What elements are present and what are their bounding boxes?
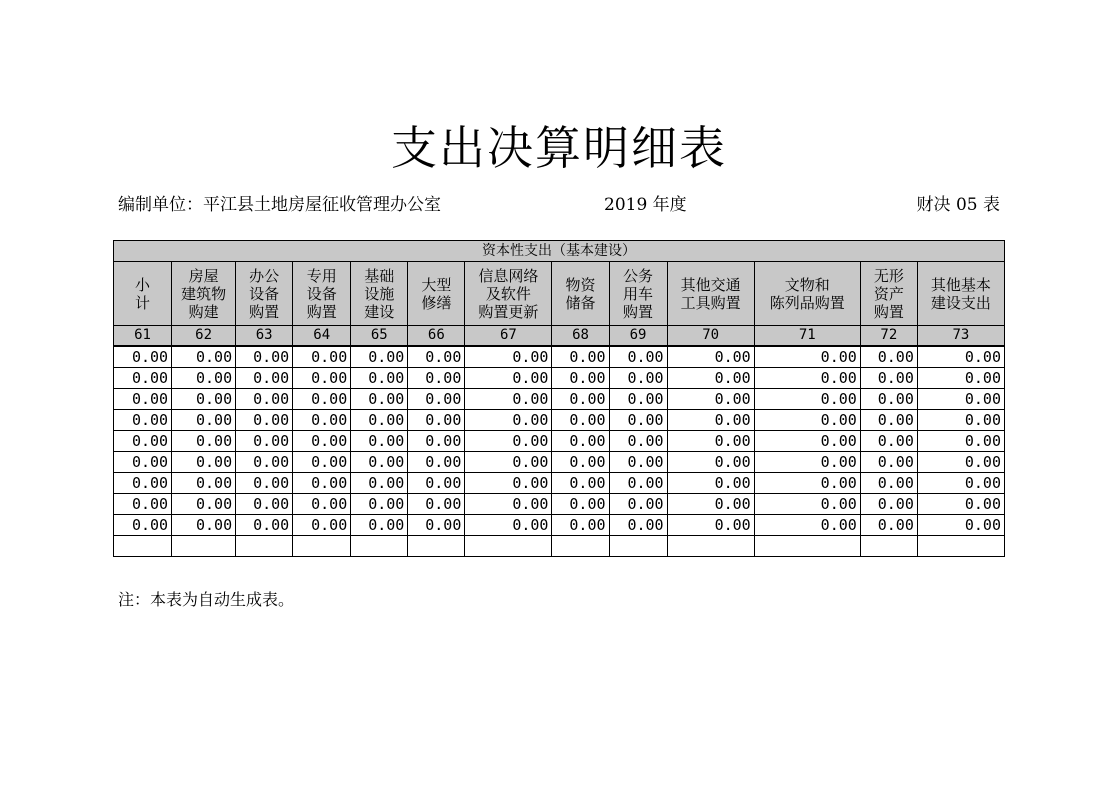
table-cell: 0.00 (293, 410, 351, 431)
table-cell: 0.00 (552, 452, 609, 473)
table-cell: 0.00 (552, 431, 609, 452)
table-row (114, 431, 1005, 452)
table-cell: 0.00 (172, 494, 236, 515)
table-cell: 0.00 (552, 368, 609, 389)
column-code: 68 (552, 326, 609, 347)
table-cell: 0.00 (293, 368, 351, 389)
table-cell: 0.00 (408, 410, 465, 431)
table-cell: 0.00 (667, 368, 754, 389)
table-cell: 0.00 (860, 473, 917, 494)
table-cell: 0.00 (465, 473, 552, 494)
column-code: 66 (408, 326, 465, 347)
column-code: 61 (114, 326, 172, 347)
table-cell: 0.00 (236, 389, 293, 410)
column-code: 64 (293, 326, 351, 347)
table-cell: 0.00 (351, 346, 408, 368)
table-cell: 0.00 (114, 410, 172, 431)
table-body (114, 346, 1005, 557)
table-cell: 0.00 (351, 473, 408, 494)
column-header: 办公 设备 购置 (236, 262, 293, 326)
table-cell: 0.00 (465, 452, 552, 473)
column-header: 信息网络 及软件 购置更新 (465, 262, 552, 326)
table-cell: 0.00 (293, 389, 351, 410)
table-cell: 0.00 (917, 515, 1004, 536)
table-cell: 0.00 (609, 452, 667, 473)
empty-cell (860, 536, 917, 557)
table-cell: 0.00 (114, 452, 172, 473)
column-header-row (114, 262, 1005, 326)
table-cell: 0.00 (351, 452, 408, 473)
table-cell: 0.00 (236, 410, 293, 431)
column-header: 专用 设备 购置 (293, 262, 351, 326)
table-cell: 0.00 (860, 515, 917, 536)
table-cell: 0.00 (172, 346, 236, 368)
table-cell: 0.00 (667, 410, 754, 431)
table-cell: 0.00 (552, 346, 609, 368)
column-code-row (114, 326, 1005, 347)
table-cell: 0.00 (236, 452, 293, 473)
table-cell: 0.00 (351, 410, 408, 431)
table-cell: 0.00 (408, 389, 465, 410)
table-cell: 0.00 (465, 389, 552, 410)
table-cell: 0.00 (860, 346, 917, 368)
table-cell: 0.00 (465, 346, 552, 368)
group-header: 资本性支出（基本建设） (114, 241, 1005, 262)
column-code: 67 (465, 326, 552, 347)
table-cell: 0.00 (917, 410, 1004, 431)
table-row (114, 410, 1005, 431)
table-cell: 0.00 (465, 431, 552, 452)
table-cell: 0.00 (754, 389, 860, 410)
table-cell: 0.00 (114, 494, 172, 515)
column-header: 物资 储备 (552, 262, 609, 326)
table-cell: 0.00 (172, 473, 236, 494)
table-cell: 0.00 (351, 431, 408, 452)
table-cell: 0.00 (408, 515, 465, 536)
table-cell: 0.00 (609, 515, 667, 536)
column-header: 大型 修缮 (408, 262, 465, 326)
table-cell: 0.00 (351, 389, 408, 410)
empty-row (114, 536, 1005, 557)
table-row (114, 494, 1005, 515)
table-cell: 0.00 (465, 515, 552, 536)
empty-cell (754, 536, 860, 557)
table-row (114, 515, 1005, 536)
table-cell: 0.00 (754, 494, 860, 515)
table-cell: 0.00 (609, 473, 667, 494)
column-header: 小 计 (114, 262, 172, 326)
table-row (114, 452, 1005, 473)
table-cell: 0.00 (465, 494, 552, 515)
column-code: 73 (917, 326, 1004, 347)
table-cell: 0.00 (860, 431, 917, 452)
table-row (114, 389, 1005, 410)
table-cell: 0.00 (860, 494, 917, 515)
table-cell: 0.00 (860, 368, 917, 389)
table-cell: 0.00 (172, 515, 236, 536)
column-header: 其他交通 工具购置 (667, 262, 754, 326)
table-cell: 0.00 (114, 368, 172, 389)
table-cell: 0.00 (236, 494, 293, 515)
table-cell: 0.00 (114, 389, 172, 410)
empty-cell (552, 536, 609, 557)
table-cell: 0.00 (667, 346, 754, 368)
table-cell: 0.00 (754, 410, 860, 431)
expenditure-table (113, 240, 1005, 557)
table-cell: 0.00 (552, 389, 609, 410)
table-cell: 0.00 (172, 410, 236, 431)
column-code: 71 (754, 326, 860, 347)
table-cell: 0.00 (351, 515, 408, 536)
table-cell: 0.00 (408, 346, 465, 368)
table-cell: 0.00 (754, 452, 860, 473)
empty-cell (667, 536, 754, 557)
empty-cell (609, 536, 667, 557)
table-cell: 0.00 (465, 368, 552, 389)
table-cell: 0.00 (667, 473, 754, 494)
table-cell: 0.00 (351, 368, 408, 389)
column-code: 65 (351, 326, 408, 347)
table-cell: 0.00 (917, 389, 1004, 410)
table-cell: 0.00 (552, 494, 609, 515)
table-cell: 0.00 (172, 431, 236, 452)
column-header: 公务 用车 购置 (609, 262, 667, 326)
empty-cell (408, 536, 465, 557)
empty-cell (351, 536, 408, 557)
column-header: 其他基本 建设支出 (917, 262, 1004, 326)
table-cell: 0.00 (172, 452, 236, 473)
table-row (114, 368, 1005, 389)
table-cell: 0.00 (609, 346, 667, 368)
table-cell: 0.00 (860, 389, 917, 410)
table-cell: 0.00 (609, 389, 667, 410)
empty-cell (293, 536, 351, 557)
table-cell: 0.00 (293, 473, 351, 494)
table-cell: 0.00 (114, 431, 172, 452)
table-row (114, 346, 1005, 368)
column-header: 房屋 建筑物 购建 (172, 262, 236, 326)
table-cell: 0.00 (172, 389, 236, 410)
table-cell: 0.00 (351, 494, 408, 515)
table-cell: 0.00 (860, 410, 917, 431)
page-title: 支出决算明细表 (391, 121, 727, 175)
table-cell: 0.00 (917, 346, 1004, 368)
table-cell: 0.00 (114, 346, 172, 368)
table-cell: 0.00 (609, 431, 667, 452)
table-cell: 0.00 (236, 346, 293, 368)
table-row (114, 473, 1005, 494)
table-cell: 0.00 (552, 410, 609, 431)
table-cell: 0.00 (754, 473, 860, 494)
table-cell: 0.00 (917, 431, 1004, 452)
table-cell: 0.00 (408, 368, 465, 389)
empty-cell (917, 536, 1004, 557)
table-cell: 0.00 (114, 515, 172, 536)
table-cell: 0.00 (408, 431, 465, 452)
fiscal-year: 2019 年度 (604, 195, 687, 215)
compiling-unit: 编制单位：平江县土地房屋征收管理办公室 (118, 195, 441, 215)
table-cell: 0.00 (408, 494, 465, 515)
table-cell: 0.00 (293, 346, 351, 368)
table-cell: 0.00 (609, 368, 667, 389)
table-cell: 0.00 (236, 473, 293, 494)
table-cell: 0.00 (293, 452, 351, 473)
form-code: 财决 05 表 (916, 195, 1000, 215)
table-cell: 0.00 (667, 452, 754, 473)
table-cell: 0.00 (293, 515, 351, 536)
column-code: 62 (172, 326, 236, 347)
column-code: 72 (860, 326, 917, 347)
table-cell: 0.00 (667, 431, 754, 452)
table-cell: 0.00 (667, 389, 754, 410)
table-cell: 0.00 (917, 452, 1004, 473)
table-cell: 0.00 (917, 494, 1004, 515)
empty-cell (114, 536, 172, 557)
table-cell: 0.00 (667, 494, 754, 515)
table-cell: 0.00 (754, 515, 860, 536)
column-code: 69 (609, 326, 667, 347)
table-cell: 0.00 (114, 473, 172, 494)
table-cell: 0.00 (552, 473, 609, 494)
table-cell: 0.00 (172, 368, 236, 389)
column-header: 无形 资产 购置 (860, 262, 917, 326)
table-cell: 0.00 (609, 410, 667, 431)
footnote: 注：本表为自动生成表。 (118, 590, 295, 609)
empty-cell (172, 536, 236, 557)
table-cell: 0.00 (609, 494, 667, 515)
column-code: 70 (667, 326, 754, 347)
table-cell: 0.00 (408, 452, 465, 473)
table-cell: 0.00 (917, 473, 1004, 494)
column-header: 基础 设施 建设 (351, 262, 408, 326)
table-cell: 0.00 (236, 515, 293, 536)
table-cell: 0.00 (860, 452, 917, 473)
column-header: 文物和 陈列品购置 (754, 262, 860, 326)
table-cell: 0.00 (293, 494, 351, 515)
table-cell: 0.00 (293, 431, 351, 452)
table-cell: 0.00 (236, 431, 293, 452)
table-cell: 0.00 (754, 431, 860, 452)
table-cell: 0.00 (917, 368, 1004, 389)
table-cell: 0.00 (465, 410, 552, 431)
table-cell: 0.00 (754, 346, 860, 368)
table-cell: 0.00 (667, 515, 754, 536)
empty-cell (465, 536, 552, 557)
table-cell: 0.00 (754, 368, 860, 389)
table-cell: 0.00 (236, 368, 293, 389)
table-cell: 0.00 (552, 515, 609, 536)
empty-cell (236, 536, 293, 557)
column-code: 63 (236, 326, 293, 347)
table-cell: 0.00 (408, 473, 465, 494)
